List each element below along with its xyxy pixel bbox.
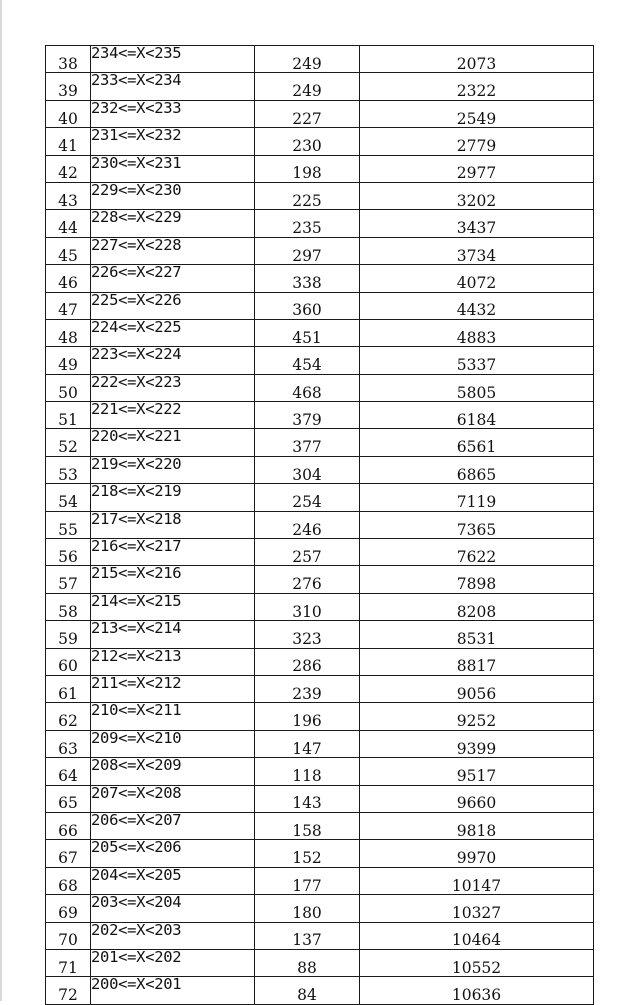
count-cell: 249 (255, 46, 360, 73)
row-index-cell: 52 (46, 429, 91, 456)
row-index-cell: 57 (46, 566, 91, 593)
count-cell: 147 (255, 730, 360, 757)
count-cell: 254 (255, 484, 360, 511)
table-row (46, 867, 594, 894)
cumulative-cell: 2977 (360, 155, 594, 182)
score-range-cell: 220<=X<221 (91, 429, 255, 456)
table-row (46, 319, 594, 346)
table-row (46, 539, 594, 566)
row-index-cell: 71 (46, 949, 91, 976)
score-range-cell: 226<=X<227 (91, 265, 255, 292)
score-range-cell: 217<=X<218 (91, 511, 255, 538)
cumulative-cell: 9252 (360, 703, 594, 730)
row-index-cell: 39 (46, 73, 91, 100)
table-row (46, 456, 594, 483)
table-row (46, 46, 594, 73)
row-index-cell: 67 (46, 840, 91, 867)
count-cell: 323 (255, 621, 360, 648)
table-row (46, 840, 594, 867)
score-range-cell: 224<=X<225 (91, 319, 255, 346)
count-cell: 451 (255, 319, 360, 346)
row-index-cell: 48 (46, 319, 91, 346)
row-index-cell: 50 (46, 374, 91, 401)
score-range-cell: 204<=X<205 (91, 867, 255, 894)
score-range-cell: 211<=X<212 (91, 675, 255, 702)
score-range-cell: 210<=X<211 (91, 703, 255, 730)
score-range-cell: 202<=X<203 (91, 922, 255, 949)
cumulative-cell: 9660 (360, 785, 594, 812)
cumulative-cell: 3202 (360, 182, 594, 209)
count-cell: 196 (255, 703, 360, 730)
count-cell: 239 (255, 675, 360, 702)
row-index-cell: 66 (46, 812, 91, 839)
count-cell: 137 (255, 922, 360, 949)
score-range-cell: 212<=X<213 (91, 648, 255, 675)
score-range-cell: 214<=X<215 (91, 593, 255, 620)
table-row (46, 237, 594, 264)
cumulative-cell: 2549 (360, 100, 594, 127)
row-index-cell: 47 (46, 292, 91, 319)
count-cell: 227 (255, 100, 360, 127)
score-range-cell: 219<=X<220 (91, 456, 255, 483)
count-cell: 257 (255, 539, 360, 566)
count-cell: 249 (255, 73, 360, 100)
count-cell: 276 (255, 566, 360, 593)
table-row (46, 100, 594, 127)
table-row (46, 73, 594, 100)
row-index-cell: 70 (46, 922, 91, 949)
count-cell: 379 (255, 402, 360, 429)
cumulative-cell: 2322 (360, 73, 594, 100)
count-cell: 360 (255, 292, 360, 319)
table-row (46, 648, 594, 675)
cumulative-cell: 10636 (360, 977, 594, 1004)
row-index-cell: 55 (46, 511, 91, 538)
table-row (46, 785, 594, 812)
cumulative-cell: 10147 (360, 867, 594, 894)
score-range-cell: 229<=X<230 (91, 182, 255, 209)
row-index-cell: 45 (46, 237, 91, 264)
cumulative-cell: 9517 (360, 758, 594, 785)
cumulative-cell: 4883 (360, 319, 594, 346)
cumulative-cell: 9399 (360, 730, 594, 757)
score-distribution-table (45, 45, 594, 1005)
row-index-cell: 40 (46, 100, 91, 127)
table-row (46, 977, 594, 1004)
score-range-cell: 205<=X<206 (91, 840, 255, 867)
cumulative-cell: 6561 (360, 429, 594, 456)
count-cell: 230 (255, 128, 360, 155)
table-row (46, 812, 594, 839)
count-cell: 235 (255, 210, 360, 237)
cumulative-cell: 8531 (360, 621, 594, 648)
row-index-cell: 56 (46, 539, 91, 566)
row-index-cell: 59 (46, 621, 91, 648)
count-cell: 377 (255, 429, 360, 456)
table-row (46, 730, 594, 757)
count-cell: 158 (255, 812, 360, 839)
score-range-cell: 209<=X<210 (91, 730, 255, 757)
row-index-cell: 41 (46, 128, 91, 155)
table-row (46, 511, 594, 538)
row-index-cell: 53 (46, 456, 91, 483)
score-range-cell: 215<=X<216 (91, 566, 255, 593)
count-cell: 338 (255, 265, 360, 292)
cumulative-cell: 2073 (360, 46, 594, 73)
table-row (46, 429, 594, 456)
cumulative-cell: 10552 (360, 949, 594, 976)
count-cell: 297 (255, 237, 360, 264)
table-row (46, 621, 594, 648)
cumulative-cell: 10464 (360, 922, 594, 949)
score-range-cell: 218<=X<219 (91, 484, 255, 511)
table-row (46, 265, 594, 292)
score-range-cell: 201<=X<202 (91, 949, 255, 976)
cumulative-cell: 2779 (360, 128, 594, 155)
score-range-cell: 207<=X<208 (91, 785, 255, 812)
table-row (46, 374, 594, 401)
cumulative-cell: 9970 (360, 840, 594, 867)
row-index-cell: 60 (46, 648, 91, 675)
row-index-cell: 38 (46, 46, 91, 73)
count-cell: 180 (255, 895, 360, 922)
cumulative-cell: 7365 (360, 511, 594, 538)
table-row (46, 675, 594, 702)
count-cell: 225 (255, 182, 360, 209)
table-row (46, 895, 594, 922)
count-cell: 198 (255, 155, 360, 182)
score-range-cell: 232<=X<233 (91, 100, 255, 127)
row-index-cell: 46 (46, 265, 91, 292)
row-index-cell: 61 (46, 675, 91, 702)
count-cell: 468 (255, 374, 360, 401)
score-range-cell: 227<=X<228 (91, 237, 255, 264)
cumulative-cell: 6184 (360, 402, 594, 429)
score-range-cell: 225<=X<226 (91, 292, 255, 319)
count-cell: 304 (255, 456, 360, 483)
score-range-cell: 213<=X<214 (91, 621, 255, 648)
table-row (46, 128, 594, 155)
table-row (46, 292, 594, 319)
count-cell: 88 (255, 949, 360, 976)
count-cell: 118 (255, 758, 360, 785)
page-edge-shadow (0, 0, 2, 1001)
count-cell: 246 (255, 511, 360, 538)
score-range-cell: 228<=X<229 (91, 210, 255, 237)
score-range-cell: 234<=X<235 (91, 46, 255, 73)
row-index-cell: 54 (46, 484, 91, 511)
count-cell: 143 (255, 785, 360, 812)
score-range-cell: 216<=X<217 (91, 539, 255, 566)
row-index-cell: 43 (46, 182, 91, 209)
cumulative-cell: 8817 (360, 648, 594, 675)
row-index-cell: 68 (46, 867, 91, 894)
row-index-cell: 65 (46, 785, 91, 812)
cumulative-cell: 6865 (360, 456, 594, 483)
score-range-cell: 206<=X<207 (91, 812, 255, 839)
row-index-cell: 63 (46, 730, 91, 757)
row-index-cell: 69 (46, 895, 91, 922)
cumulative-cell: 7119 (360, 484, 594, 511)
score-range-cell: 221<=X<222 (91, 402, 255, 429)
table-body (46, 46, 594, 1005)
table-row (46, 402, 594, 429)
count-cell: 84 (255, 977, 360, 1004)
row-index-cell: 72 (46, 977, 91, 1004)
table-row (46, 155, 594, 182)
score-range-cell: 200<=X<201 (91, 977, 255, 1004)
table-row (46, 182, 594, 209)
score-range-cell: 203<=X<204 (91, 895, 255, 922)
table-row (46, 922, 594, 949)
count-cell: 286 (255, 648, 360, 675)
count-cell: 152 (255, 840, 360, 867)
cumulative-cell: 9818 (360, 812, 594, 839)
count-cell: 177 (255, 867, 360, 894)
table-row (46, 758, 594, 785)
row-index-cell: 44 (46, 210, 91, 237)
row-index-cell: 51 (46, 402, 91, 429)
score-range-cell: 222<=X<223 (91, 374, 255, 401)
row-index-cell: 62 (46, 703, 91, 730)
cumulative-cell: 5337 (360, 347, 594, 374)
table-row (46, 347, 594, 374)
cumulative-cell: 10327 (360, 895, 594, 922)
cumulative-cell: 8208 (360, 593, 594, 620)
score-range-cell: 230<=X<231 (91, 155, 255, 182)
table-row (46, 566, 594, 593)
row-index-cell: 58 (46, 593, 91, 620)
cumulative-cell: 4432 (360, 292, 594, 319)
table-row (46, 210, 594, 237)
table-row (46, 484, 594, 511)
cumulative-cell: 7898 (360, 566, 594, 593)
count-cell: 454 (255, 347, 360, 374)
score-range-cell: 223<=X<224 (91, 347, 255, 374)
score-range-cell: 233<=X<234 (91, 73, 255, 100)
cumulative-cell: 9056 (360, 675, 594, 702)
cumulative-cell: 7622 (360, 539, 594, 566)
cumulative-cell: 3734 (360, 237, 594, 264)
row-index-cell: 49 (46, 347, 91, 374)
score-range-cell: 231<=X<232 (91, 128, 255, 155)
cumulative-cell: 4072 (360, 265, 594, 292)
table-row (46, 703, 594, 730)
cumulative-cell: 3437 (360, 210, 594, 237)
count-cell: 310 (255, 593, 360, 620)
score-range-cell: 208<=X<209 (91, 758, 255, 785)
row-index-cell: 64 (46, 758, 91, 785)
table-row (46, 949, 594, 976)
row-index-cell: 42 (46, 155, 91, 182)
table-row (46, 593, 594, 620)
cumulative-cell: 5805 (360, 374, 594, 401)
